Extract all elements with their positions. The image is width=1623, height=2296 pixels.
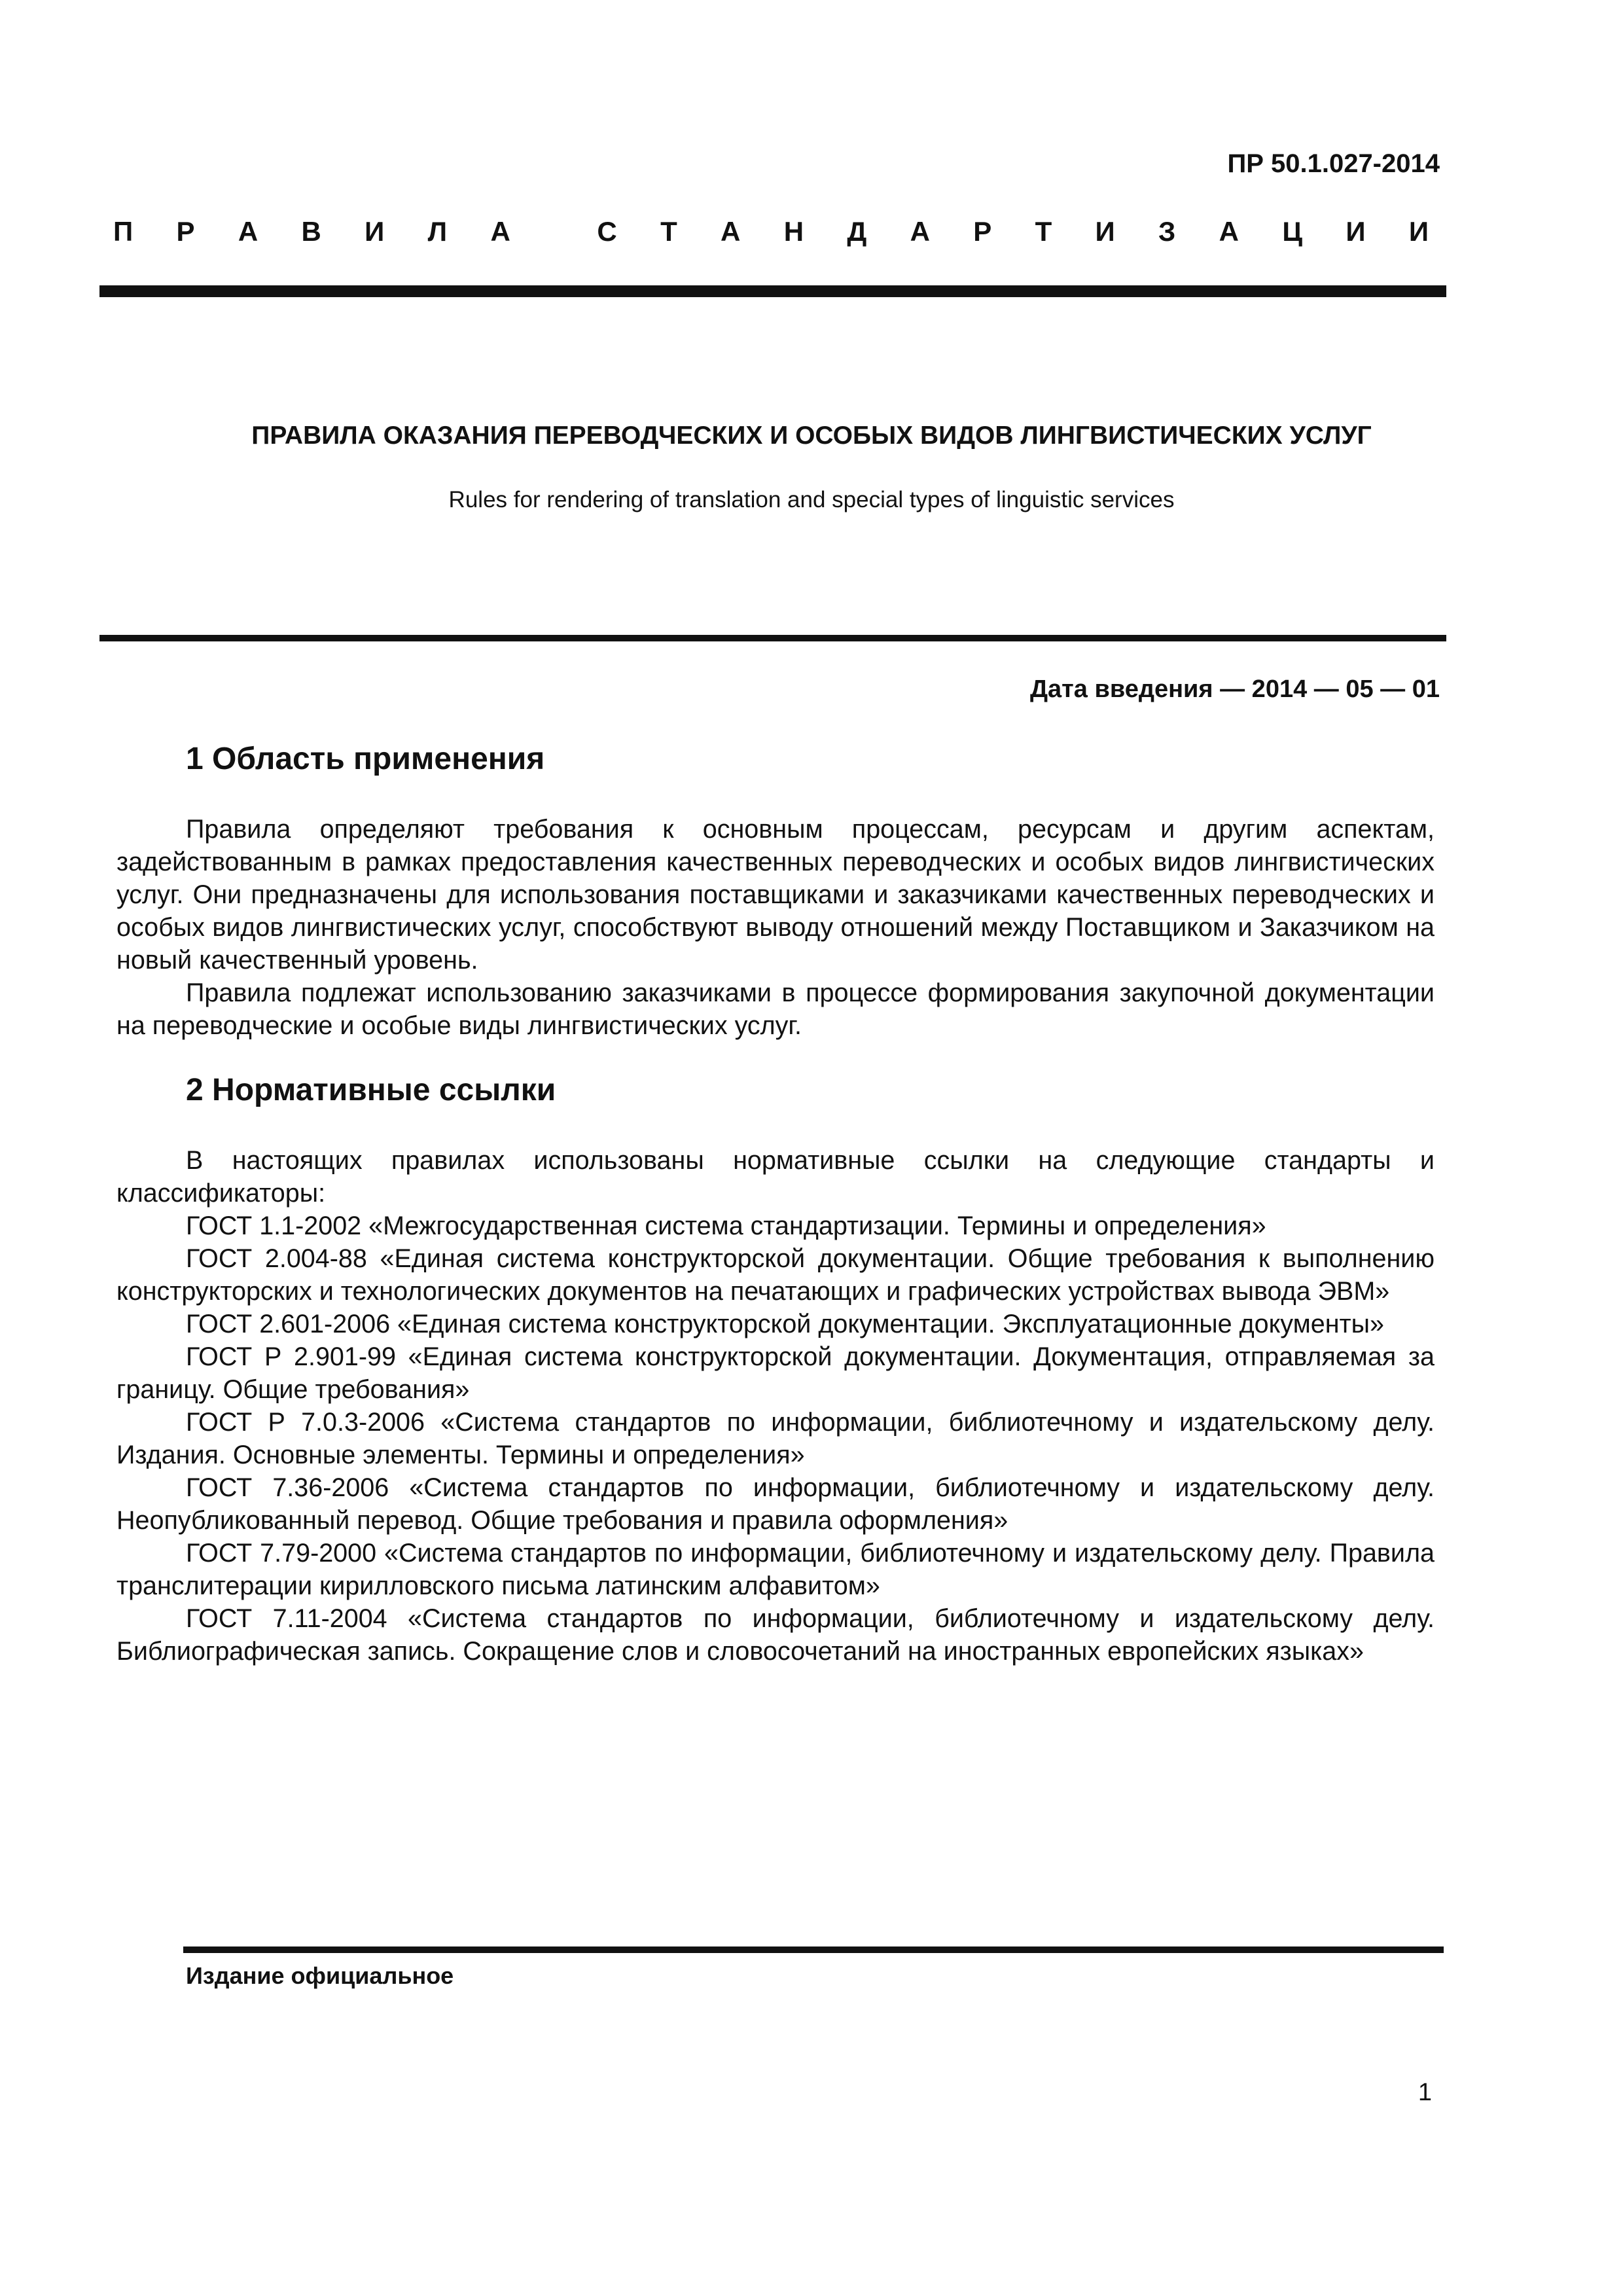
scope-paragraph: Правила подлежат использованию заказчиками в процессе формирования закупочной документации на переводческие и особые виды лингвистических услуг. [116, 978, 1435, 1040]
series-letter: И [365, 216, 385, 247]
header-rule [99, 285, 1446, 297]
section-heading-scope: 1 Область применения [186, 742, 545, 776]
series-letter: А [490, 216, 510, 247]
series-letter: А [910, 216, 930, 247]
series-letter: Д [847, 216, 867, 247]
series-letter: А [238, 216, 259, 247]
reference-paragraph: ГОСТ 7.11-2004 «Система стандартов по информации, библиотечному и издательскому делу. Библиографическая запись. Сокращение слов и словосочетаний на иностранных европейских языках» [116, 1604, 1435, 1666]
introduction-date: Дата введения — 2014 — 05 — 01 [1029, 675, 1440, 703]
series-letter: Р [176, 216, 195, 247]
reference-paragraph: ГОСТ 7.36-2006 «Система стандартов по информации, библиотечному и издательскому делу. Неопубликованный перевод. Общие требования и правила оформления» [116, 1473, 1435, 1535]
series-letter: Р [973, 216, 992, 247]
series-letter: Л [427, 216, 448, 247]
series-letter: Ц [1282, 216, 1302, 247]
document-title: ПРАВИЛА ОКАЗАНИЯ ПЕРЕВОДЧЕСКИХ И ОСОБЫХ ВИДОВ ЛИНГВИСТИЧЕСКИХ УСЛУГ [251, 422, 1372, 450]
title-rule [99, 635, 1446, 641]
reference-paragraph: ГОСТ Р 2.901-99 «Единая система конструкторской документации. Документация, отправляемая за границу. Общие требования» [116, 1342, 1435, 1404]
series-letter: А [721, 216, 741, 247]
series-letter: В [301, 216, 321, 247]
document-code: ПР 50.1.027-2014 [1227, 149, 1440, 178]
footer-rule [183, 1946, 1444, 1953]
series-letter: А [1219, 216, 1239, 247]
series-letter: И [1408, 216, 1429, 247]
series-title [113, 216, 1429, 257]
scope-paragraph: Правила определяют требования к основным процессам, ресурсам и другим аспектам, задействованным в рамках предоставления качественных переводческих и особых видов лингвистических услуг. Они предназначены для использования поставщиками и заказчиками качественных переводческих и особых видов лингвистических услуг, способствуют выводу отношений между Поставщиком и Заказчиком на новый качественный уровень. [116, 815, 1435, 975]
section-body-scope [116, 813, 1435, 1042]
reference-paragraph: В настоящих правилах использованы нормативные ссылки на следующие стандарты и классификаторы: [116, 1146, 1435, 1208]
reference-paragraph: ГОСТ 1.1-2002 «Межгосударственная система стандартизации. Термины и определения» [186, 1211, 1266, 1240]
reference-paragraph: ГОСТ 7.79-2000 «Система стандартов по информации, библиотечному и издательскому делу. Правила транслитерации кирилловского письма латинским алфавитом» [116, 1539, 1435, 1600]
series-letter: С [597, 216, 617, 247]
series-letter: Н [783, 216, 804, 247]
series-letter: Т [660, 216, 677, 247]
section-heading-references: 2 Нормативные ссылки [186, 1073, 556, 1107]
section-body-references [116, 1144, 1435, 1668]
page-number: 1 [1418, 2079, 1432, 2106]
series-letter: Т [1035, 216, 1052, 247]
edition-note: Издание официальное [186, 1962, 454, 1989]
document-subtitle: Rules for rendering of translation and special types of linguistic services [448, 487, 1175, 512]
reference-paragraph: ГОСТ 2.004-88 «Единая система конструкторской документации. Общие требования к выполнению конструкторских и технологических документов на печатающих и графических устройствах вывода ЭВМ» [116, 1244, 1435, 1306]
series-letter: З [1158, 216, 1176, 247]
reference-paragraph: ГОСТ Р 7.0.3-2006 «Система стандартов по информации, библиотечному и издательскому делу. Издания. Основные элементы. Термины и определения» [116, 1408, 1435, 1469]
series-letter: П [113, 216, 134, 247]
reference-paragraph: ГОСТ 2.601-2006 «Единая система конструкторской документации. Эксплуатационные документы» [186, 1310, 1385, 1338]
series-letter: И [1095, 216, 1115, 247]
series-letter: И [1346, 216, 1366, 247]
